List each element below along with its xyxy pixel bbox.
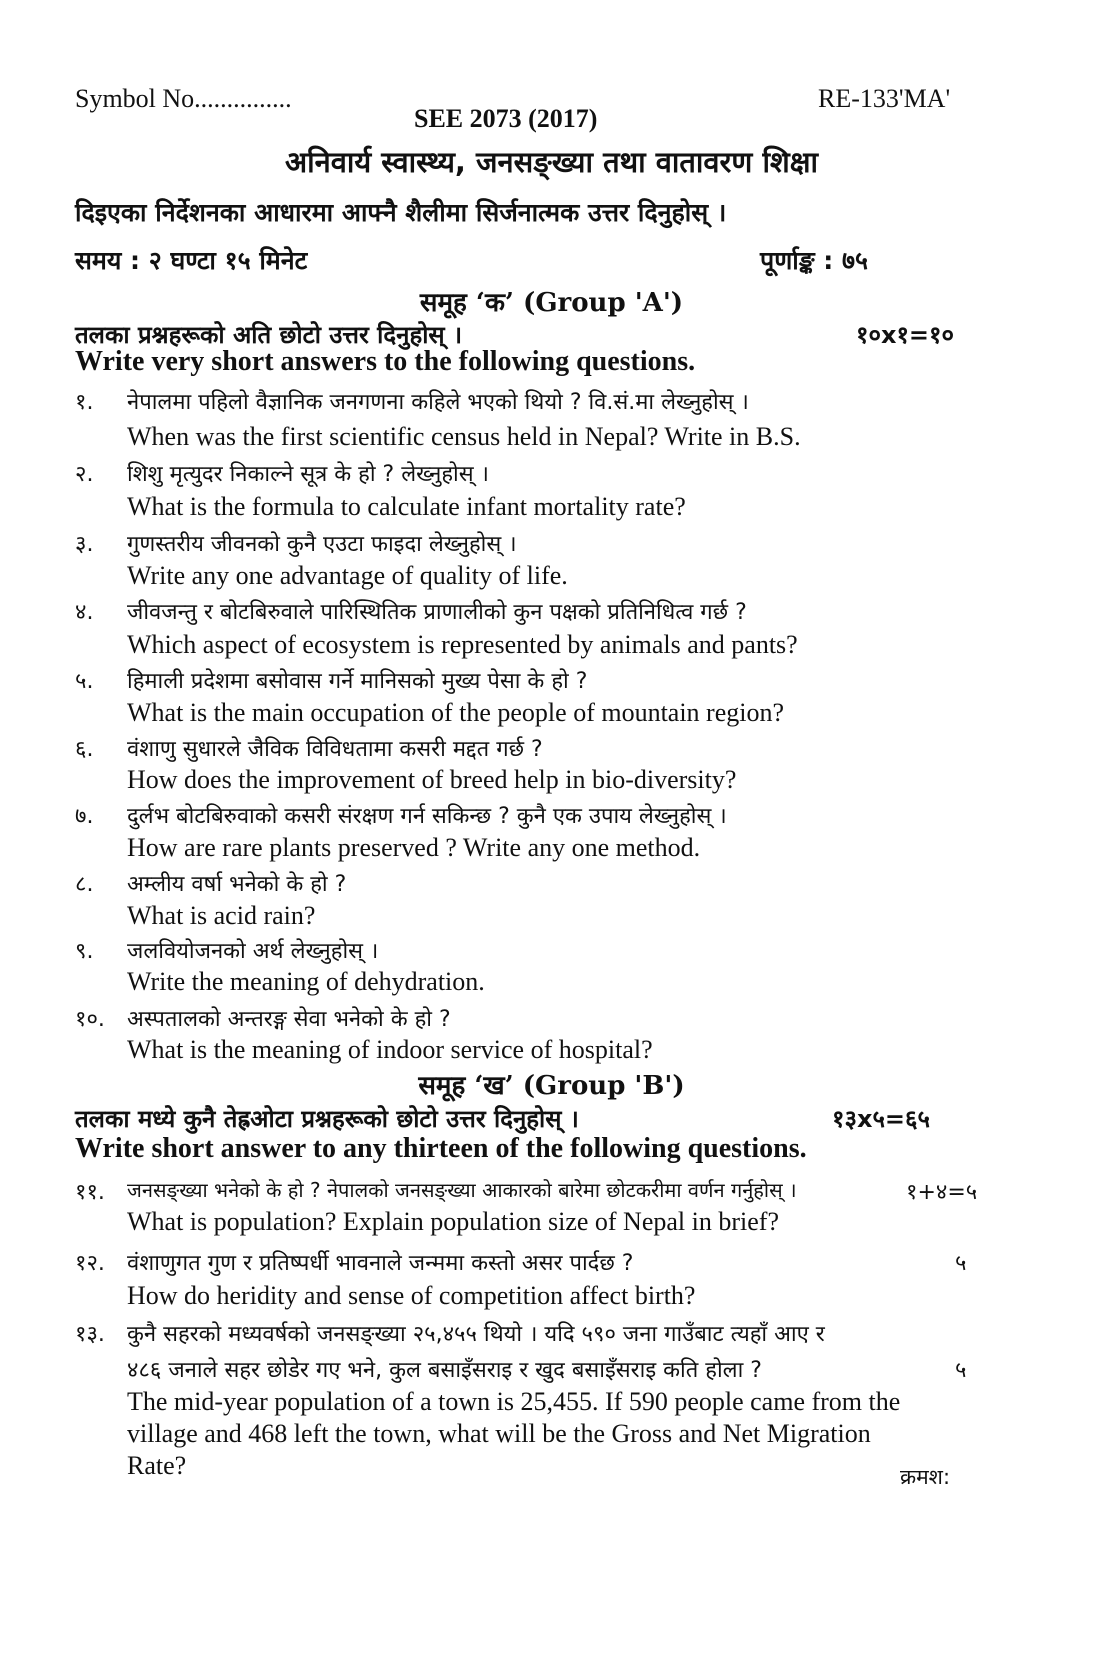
question-text-en: What is the main occupation of the people of mountain region?: [127, 698, 785, 727]
question-text-en: Which aspect of ecosystem is represented by animals and pants?: [127, 630, 798, 659]
question-mark: ५: [955, 1251, 967, 1276]
question-text-np: जीवजन्तु र बोटबिरुवाले पारिस्थितिक प्राणालीको कुन पक्षको प्रतिनिधित्व गर्छ ?: [127, 600, 747, 625]
question-text-en: What is the meaning of indoor service of hospital?: [127, 1035, 653, 1064]
question-text-np: वंशाणु सुधारले जैविक विविधतामा कसरी मद्दत गर्छ ?: [127, 737, 543, 762]
question-text-np: नेपालमा पहिलो वैज्ञानिक जनगणना कहिले भएको थियो ? वि.सं.मा लेख्नुहोस् ।: [127, 390, 749, 415]
group-b-title: समूह ‘ख’ (Group 'B'): [418, 1071, 685, 1101]
question-text-np: अम्लीय वर्षा भनेको के हो ?: [127, 872, 347, 897]
question-text-en: What is the formula to calculate infant mortality rate?: [127, 492, 686, 521]
question-text-en: The mid-year population of a town is 25,455. If 590 people came from the: [127, 1387, 901, 1416]
question-number: ३.: [75, 532, 94, 557]
question-number: १३.: [75, 1322, 105, 1347]
question-text-en: What is population? Explain population size of Nepal in brief?: [127, 1207, 779, 1236]
paper-code: RE-133'MA': [818, 84, 951, 113]
question-text-np: कुनै सहरको मध्यवर्षको जनसङ्ख्या २५,४५५ थियो । यदि ५९० जना गाउँबाट त्यहाँ आए र: [127, 1322, 825, 1347]
group-a-instruction-en: Write very short answers to the following questions.: [75, 346, 696, 377]
question-number: ७.: [75, 804, 94, 829]
question-mark: १+४=५: [906, 1180, 978, 1205]
question-number: ९.: [75, 939, 94, 964]
question-text-np: जलवियोजनको अर्थ लेख्नुहोस् ।: [127, 939, 379, 964]
question-text-en: How does the improvement of breed help in bio-diversity?: [127, 765, 737, 794]
group-a-marks: १०x१=१०: [856, 321, 954, 349]
group-a-title: समूह ‘क’ (Group 'A'): [419, 288, 684, 318]
group-a-instruction-np: तलका प्रश्नहरूको अति छोटो उत्तर दिनुहोस् ।: [75, 321, 463, 349]
question-text-np: गुणस्तरीय जीवनको कुनै एउटा फाइदा लेख्नुहोस् ।: [127, 532, 517, 557]
full-marks: पूर्णाङ्क : ७५: [760, 246, 868, 275]
question-text-en: Write the meaning of dehydration.: [127, 967, 485, 996]
question-text-en: When was the first scientific census held in Nepal? Write in B.S.: [127, 422, 801, 451]
continued-label: क्रमश:: [900, 1465, 951, 1489]
question-text-en: Rate?: [127, 1451, 187, 1480]
question-text-np: शिशु मृत्युदर निकाल्ने सूत्र के हो ? लेख्नुहोस् ।: [127, 462, 489, 487]
question-text-en: Write any one advantage of quality of life.: [127, 561, 568, 590]
exam-title: SEE 2073 (2017): [414, 104, 598, 133]
group-b-marks: १३x५=६५: [832, 1105, 930, 1133]
question-text-en: How do heridity and sense of competition affect birth?: [127, 1281, 696, 1310]
question-number: ६.: [75, 737, 94, 762]
group-b-instruction-np: तलका मध्ये कुनै तेह्रओटा प्रश्नहरूको छोटो उत्तर दिनुहोस् ।: [75, 1105, 579, 1133]
question-mark: ५: [955, 1358, 967, 1383]
question-number: ४.: [75, 600, 94, 625]
question-text-np: ४८६ जनाले सहर छोडेर गए भने, कुल बसाइँसराइ र खुद बसाइँसराइ कति होला ?: [127, 1358, 762, 1383]
question-number: १०.: [75, 1007, 105, 1032]
question-text-en: How are rare plants preserved ? Write any one method.: [127, 833, 701, 862]
question-number: ११.: [75, 1180, 105, 1205]
question-text-np: वंशाणुगत गुण र प्रतिष्पर्धी भावनाले जन्ममा कस्तो असर पार्दछ ?: [127, 1251, 634, 1276]
question-text-np: जनसङ्ख्या भनेको के हो ? नेपालको जनसङ्ख्या आकारको बारेमा छोटकरीमा वर्णन गर्नुहोस् ।: [127, 1178, 797, 1202]
question-text-en: What is acid rain?: [127, 901, 316, 930]
question-number: १.: [75, 390, 94, 415]
question-number: ८.: [75, 872, 94, 897]
question-text-np: दुर्लभ बोटबिरुवाको कसरी संरक्षण गर्न सकिन्छ ? कुनै एक उपाय लेख्नुहोस् ।: [127, 804, 727, 829]
question-number: ५.: [75, 669, 94, 694]
question-text-en: village and 468 left the town, what will be the Gross and Net Migration: [127, 1419, 871, 1448]
question-number: २.: [75, 462, 94, 487]
question-text-np: अस्पतालको अन्तरङ्ग सेवा भनेको के हो ?: [127, 1007, 451, 1032]
question-number: १२.: [75, 1251, 105, 1276]
question-text-np: हिमाली प्रदेशमा बसोवास गर्ने मानिसको मुख्य पेसा के हो ?: [127, 669, 588, 694]
group-b-instruction-en: Write short answer to any thirteen of the following questions.: [75, 1133, 807, 1164]
time-allowed: समय : २ घण्टा १५ मिनेट: [75, 246, 308, 275]
subject-title: अनिवार्य स्वास्थ्य, जनसङ्ख्या तथा वातावरण शिक्षा: [284, 145, 819, 179]
general-instruction: दिइएका निर्देशनका आधारमा आफ्नै शैलीमा सिर्जनात्मक उत्तर दिनुहोस् ।: [75, 198, 727, 227]
symbol-number: Symbol No...............: [75, 84, 292, 113]
